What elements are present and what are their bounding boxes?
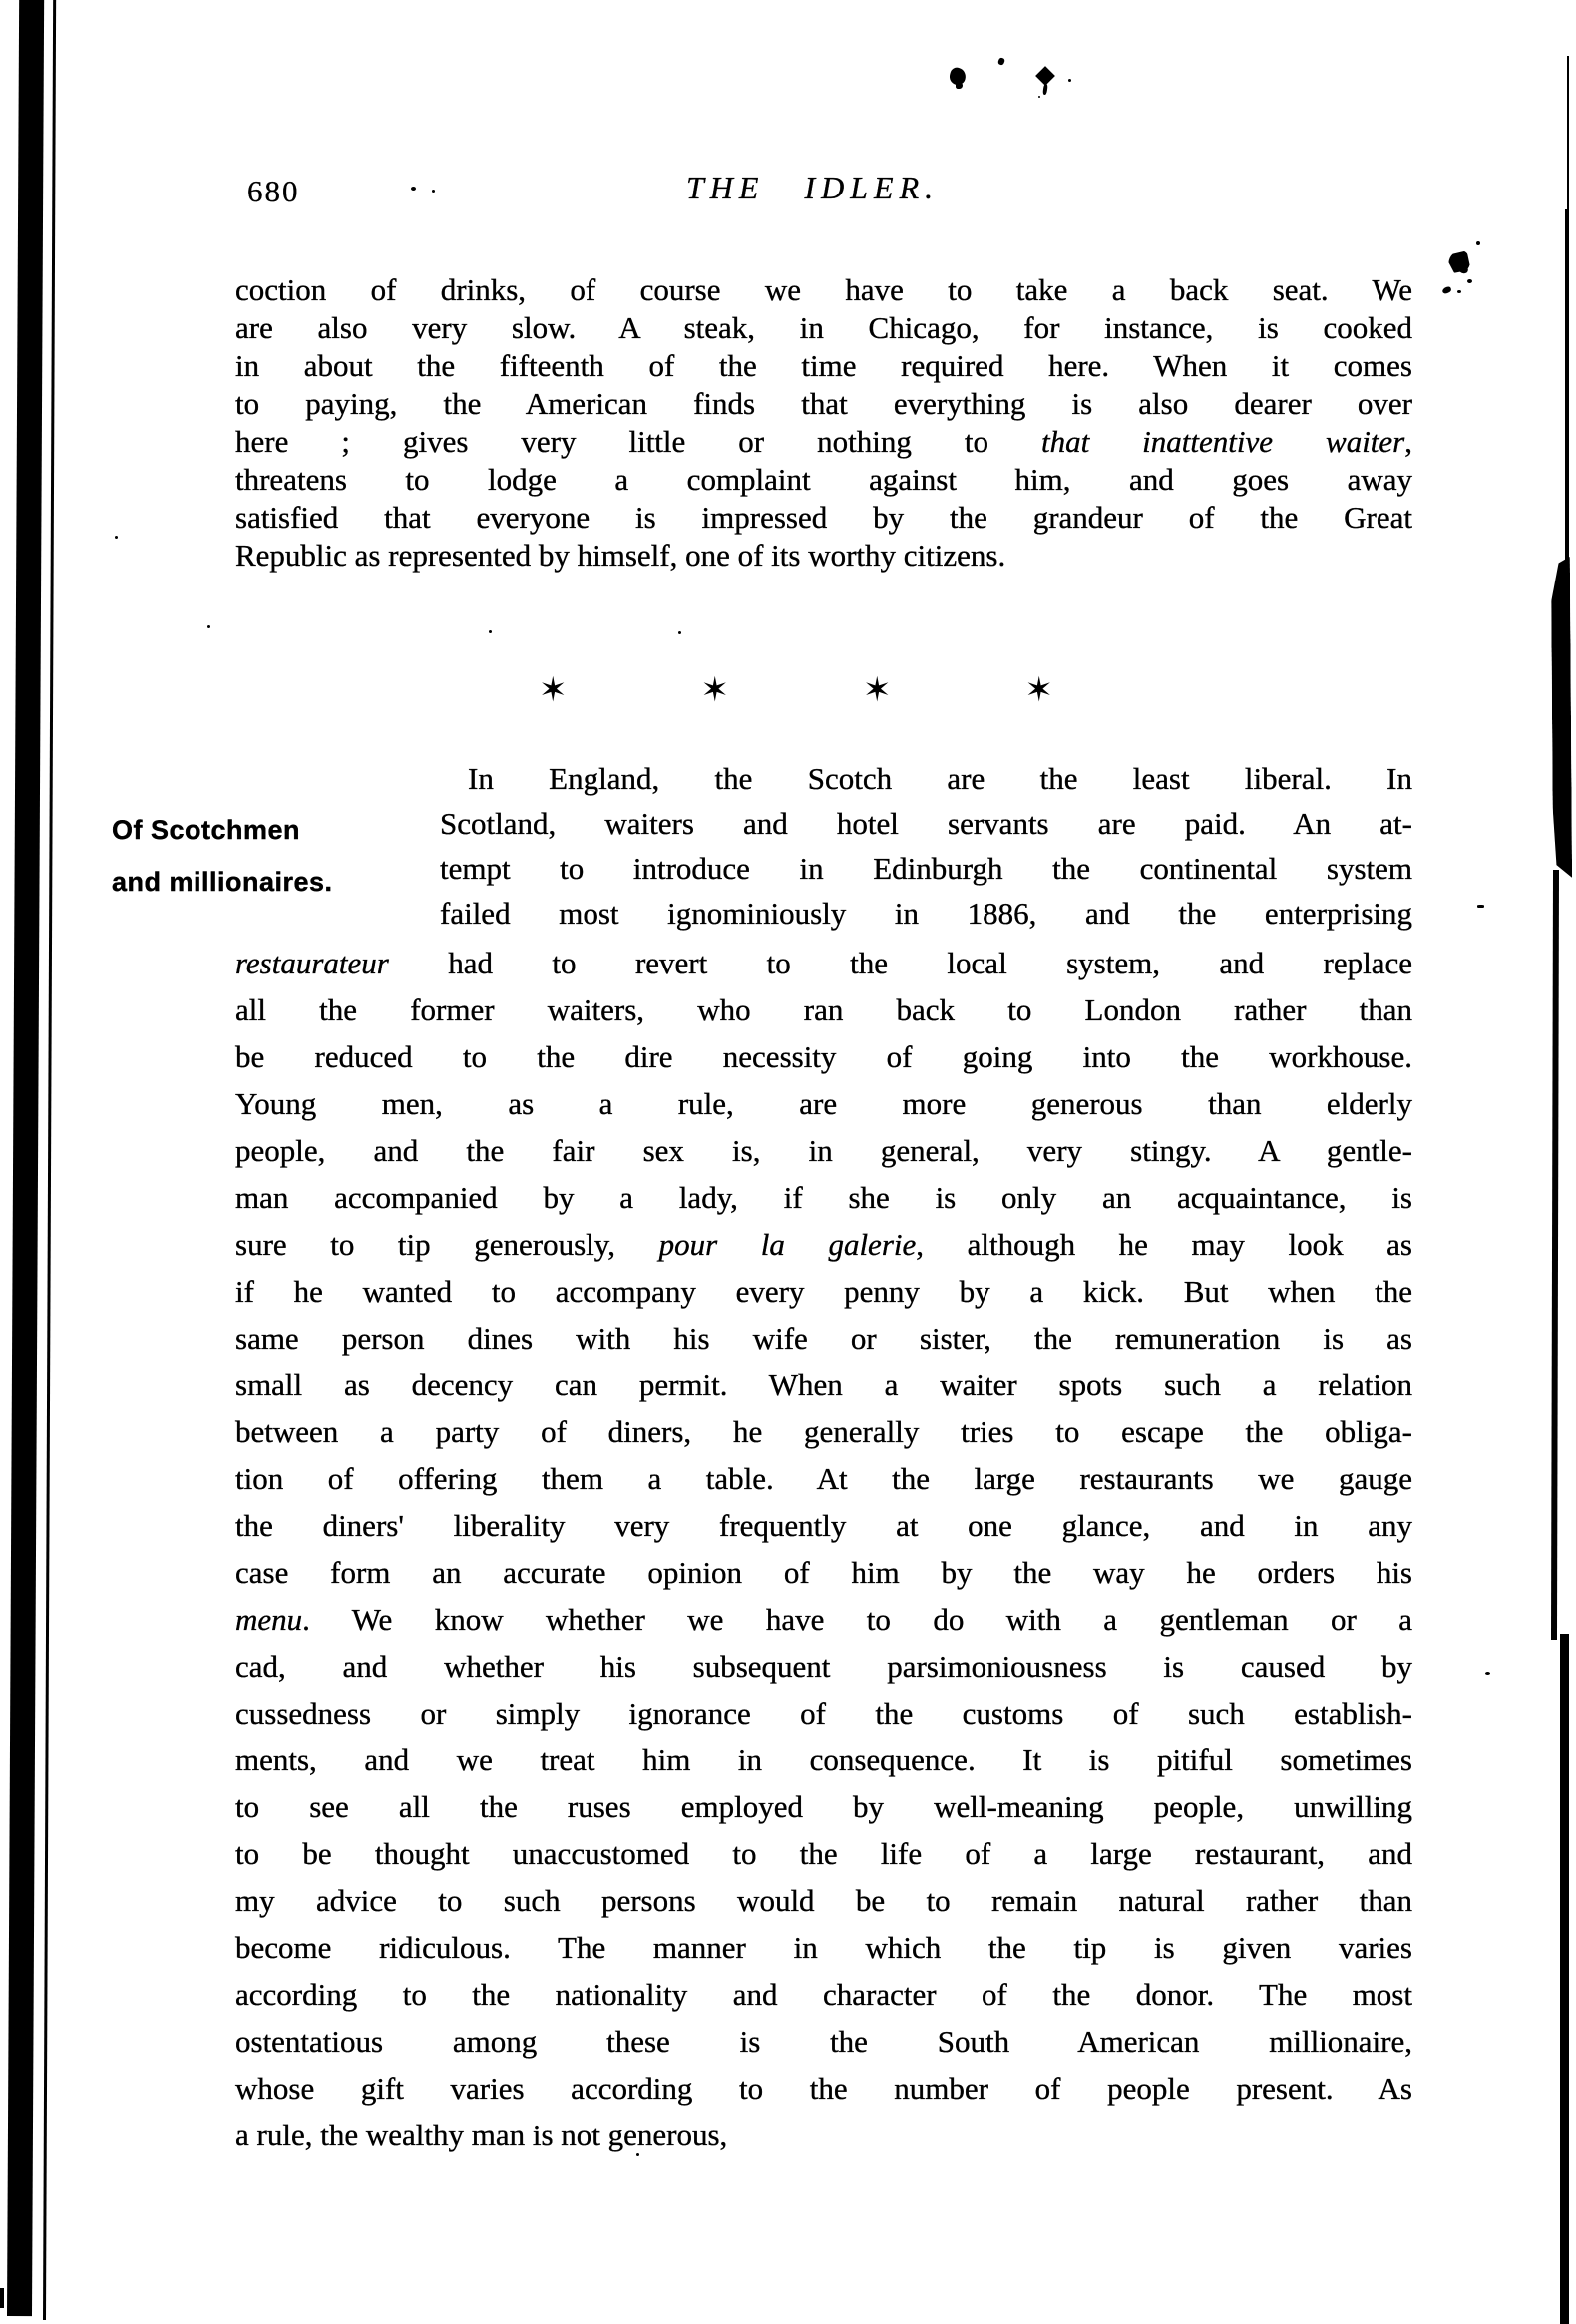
- text-line: [235, 309, 1412, 347]
- paragraph-indented: [440, 756, 1412, 936]
- paragraph-continuation: [235, 271, 1412, 575]
- text-line: [235, 1080, 1412, 1127]
- text: if he wanted to accompany every penny by a kick. But when the: [235, 1274, 1412, 1309]
- text-line: [440, 891, 1412, 936]
- text-line: [235, 537, 1412, 575]
- star-icon: ✶: [863, 672, 892, 709]
- text: man accompanied by a lady, if she is only an acquaintance, is: [235, 1180, 1412, 1215]
- text-line: [235, 2018, 1412, 2065]
- text-line: [235, 1643, 1412, 1690]
- text: a rule, the wealthy man is not generous,: [235, 2118, 728, 2152]
- text-line: [235, 1268, 1412, 1315]
- text-line: [235, 1221, 1412, 1268]
- star-icon: ✶: [539, 672, 568, 709]
- text-line: [235, 2065, 1412, 2112]
- text: whose gift varies according to the number of people present. As: [235, 2071, 1412, 2106]
- text: to see all the ruses employed by well-meaning people, unwilling: [235, 1789, 1412, 1824]
- text-line: [235, 986, 1412, 1033]
- text: become ridiculous. The manner in which the tip is given varies: [235, 1930, 1412, 1965]
- text-line: [235, 1971, 1412, 2018]
- text: ments, and we treat him in consequence. It is pitiful sometimes: [235, 1743, 1412, 1777]
- text: In England, the Scotch are the least liberal. In: [468, 761, 1412, 796]
- text-line: [235, 940, 1412, 986]
- page-number: 680: [247, 174, 300, 208]
- text-line: [235, 1455, 1412, 1502]
- scan-speck: [636, 2153, 639, 2156]
- scan-speck: [432, 190, 435, 193]
- text: my advice to such persons would be to remain natural rather than: [235, 1883, 1412, 1918]
- text: coction of drinks, of course we have to take a back seat. We: [235, 272, 1412, 307]
- text: case form an accurate opinion of him by the way he orders his: [235, 1555, 1412, 1590]
- scan-speck: [1038, 96, 1040, 98]
- text: , although he may look as: [916, 1227, 1412, 1262]
- scan-speck: [1457, 290, 1461, 293]
- scan-speck: [678, 631, 681, 634]
- scan-border-right: [1567, 56, 1569, 209]
- scan-speck: [997, 57, 1005, 66]
- text-line: [235, 1737, 1412, 1783]
- ink-blot: [956, 82, 963, 89]
- scan-speck: [1068, 79, 1071, 82]
- text-line: [440, 846, 1412, 891]
- margin-note-line: and millionaires.: [112, 867, 333, 897]
- scan-speck: [411, 187, 416, 191]
- text-line: [235, 1830, 1412, 1877]
- scan-speck: [0, 2288, 4, 2308]
- text-line: [235, 1596, 1412, 1643]
- text: tion of offering them a table. At the large restaurants we gauge: [235, 1461, 1412, 1496]
- text: failed most ignominiously in 1886, and the enterprising: [440, 896, 1412, 931]
- scan-border-left-thin: [43, 0, 56, 2320]
- text: threatens to lodge a complaint against him, and goes away: [235, 462, 1412, 497]
- text-line: [235, 1690, 1412, 1737]
- scan-speck: [1476, 241, 1480, 245]
- star-icon: ✶: [700, 672, 729, 709]
- text-line: [235, 1315, 1412, 1361]
- margin-note: [112, 804, 333, 908]
- text-line: [235, 1127, 1412, 1174]
- text-line: [235, 461, 1412, 499]
- text: according to the nationality and character of the donor. The most: [235, 1977, 1412, 2012]
- scan-speck: [1477, 905, 1484, 908]
- text: in about the fifteenth of the time required here. When it comes: [235, 348, 1412, 383]
- text-line: [235, 499, 1412, 537]
- text: to be thought unaccustomed to the life of a large restaurant, and: [235, 1836, 1412, 1871]
- scan-border-right: [1565, 209, 1569, 565]
- section-separator-stars: [539, 674, 1053, 708]
- text: . We know whether we have to do with a gentleman or a: [302, 1602, 1412, 1637]
- text: the diners' liberality very frequently at one glance, and in any: [235, 1508, 1412, 1543]
- text: sure to tip generously,: [235, 1227, 659, 1262]
- text: cussedness or simply ignorance of the customs of such establish-: [235, 1696, 1412, 1731]
- scan-speck: [115, 536, 118, 539]
- text: had to revert to the local system, and replace: [388, 946, 1412, 980]
- scan-speck: [1467, 279, 1472, 283]
- italic-text: menu: [235, 1602, 303, 1637]
- text-line: [235, 1549, 1412, 1596]
- text-line: [235, 1361, 1412, 1408]
- ink-blot: [1042, 84, 1047, 95]
- scan-border-right: [1551, 557, 1572, 878]
- text: all the former waiters, who ran back to London rather than: [235, 992, 1412, 1027]
- paragraph-main: [235, 940, 1412, 2158]
- text: between a party of diners, he generally tries to escape the obliga-: [235, 1414, 1412, 1449]
- scan-border-right: [1560, 1634, 1569, 2324]
- text-line: [235, 2112, 1412, 2158]
- text-line: [235, 1033, 1412, 1080]
- star-icon: ✶: [1024, 672, 1053, 709]
- journal-title: THE IDLER.: [686, 170, 940, 205]
- margin-note-line: Of Scotchmen: [112, 815, 301, 845]
- ink-blot: [1035, 66, 1055, 86]
- text-line: [235, 385, 1412, 423]
- scan-speck: [207, 625, 210, 628]
- italic-text: pour la galerie: [658, 1227, 917, 1262]
- text: Republic as represented by himself, one of its worthy citizens.: [235, 538, 1006, 573]
- scan-border-right: [1551, 870, 1559, 1640]
- text: ostentatious among these is the South American millionaire,: [235, 2024, 1412, 2059]
- text: be reduced to the dire necessity of going into the workhouse.: [235, 1039, 1412, 1074]
- text-line: [235, 1502, 1412, 1549]
- text: same person dines with his wife or sister, the remuneration is as: [235, 1321, 1412, 1356]
- text-line: [440, 756, 1412, 801]
- text: here ; gives very little or nothing to: [235, 424, 1041, 459]
- italic-text: that inattentive waiter: [1040, 424, 1405, 459]
- text-line: [235, 423, 1412, 461]
- text-line: [235, 347, 1412, 385]
- scan-speck: [1485, 1672, 1490, 1675]
- text-line: [235, 271, 1412, 309]
- text-line: [235, 1924, 1412, 1971]
- text-line: [235, 1408, 1412, 1455]
- text-line: [235, 1174, 1412, 1221]
- text: satisfied that everyone is impressed by the grandeur of the Great: [235, 500, 1412, 535]
- text: cad, and whether his subsequent parsimoniousness is caused by: [235, 1649, 1412, 1684]
- text: tempt to introduce in Edinburgh the continental system: [440, 851, 1412, 886]
- scan-border-left-thick: [7, 0, 44, 2316]
- text: to paying, the American finds that everything is also dearer over: [235, 386, 1412, 421]
- text: ,: [1404, 424, 1412, 459]
- text: people, and the fair sex is, in general, very stingy. A gentle-: [235, 1133, 1412, 1168]
- text-line: [235, 1783, 1412, 1830]
- text: small as decency can permit. When a waiter spots such a relation: [235, 1367, 1412, 1402]
- text-line: [235, 1877, 1412, 1924]
- italic-text: restaurateur: [235, 946, 389, 980]
- scan-speck: [1441, 286, 1452, 295]
- text: are also very slow. A steak, in Chicago, for instance, is cooked: [235, 310, 1412, 345]
- text-line: [440, 801, 1412, 846]
- scan-speck: [489, 630, 492, 633]
- text: Scotland, waiters and hotel servants are paid. An at-: [440, 806, 1412, 841]
- text: Young men, as a rule, are more generous than elderly: [235, 1086, 1412, 1121]
